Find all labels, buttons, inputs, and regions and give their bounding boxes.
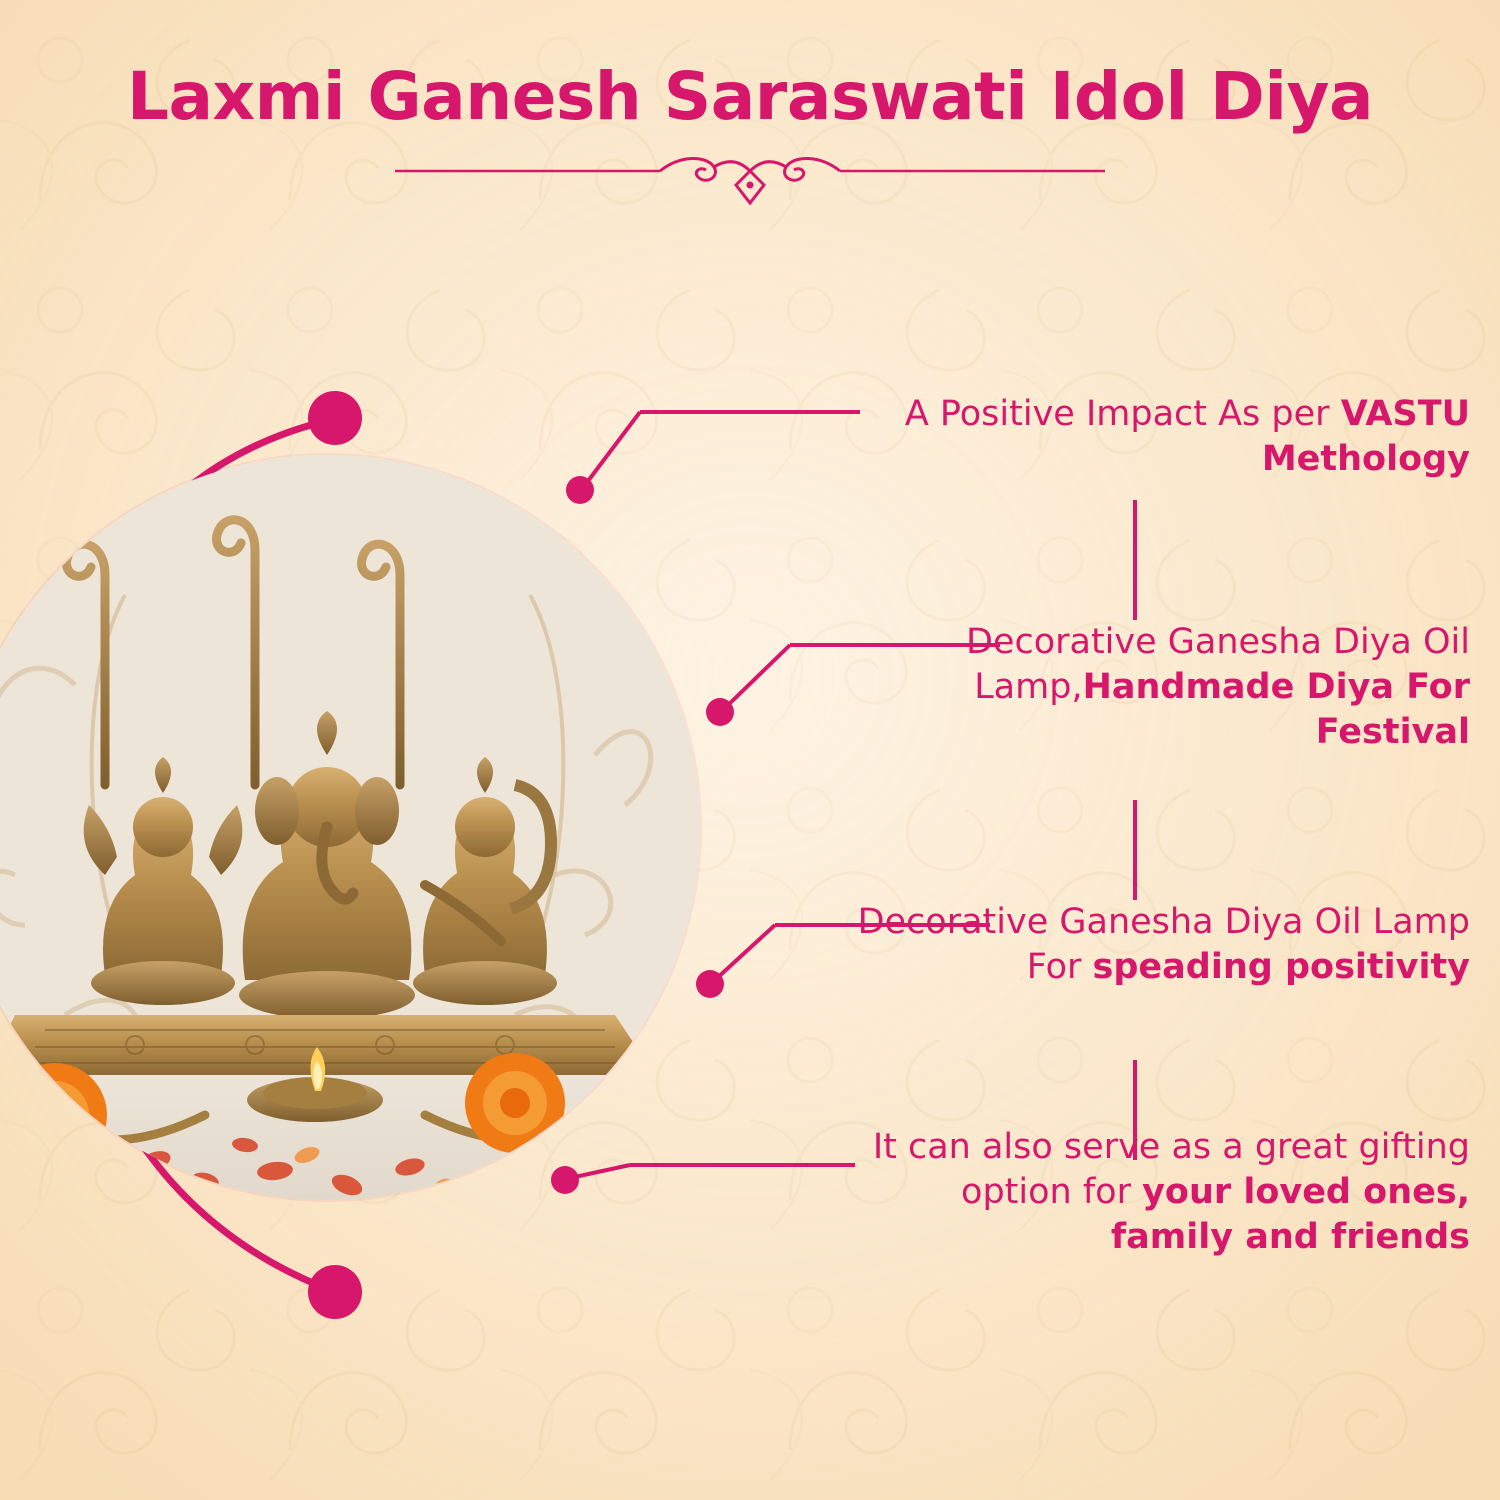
feature-text-bold: VASTU Methology [1261, 394, 1470, 479]
feature-text-plain: Decorative Ganesha Diya Oil Lamp For [857, 902, 1470, 987]
feature-item-vastu [850, 392, 1470, 482]
feature-text-bold: your loved ones, family and friends [1110, 1171, 1470, 1257]
feature-text-bold: speading positivity [1092, 946, 1470, 987]
feature-text-plain: Decorative Ganesha Diya Oil Lamp, [965, 622, 1470, 707]
product-photo-illustration [0, 455, 700, 1200]
feature-text-plain: It can also serve as a great gifting option for [872, 1127, 1470, 1212]
title-divider-ornament [0, 153, 1500, 209]
feature-item-handmade [850, 620, 1470, 754]
feature-item-gifting [850, 1125, 1470, 1259]
idol-diya-illustration [0, 455, 700, 1200]
page-title: Laxmi Ganesh Saraswati Idol Diya [126, 58, 1374, 135]
feature-text-bold: Handmade Diya For Festival [1082, 666, 1470, 752]
ornament-icon [0, 153, 1500, 209]
header [0, 58, 1500, 209]
feature-item-positivity [850, 900, 1470, 990]
product-image [0, 455, 700, 1200]
feature-text-plain: A Positive Impact As per [904, 394, 1341, 434]
